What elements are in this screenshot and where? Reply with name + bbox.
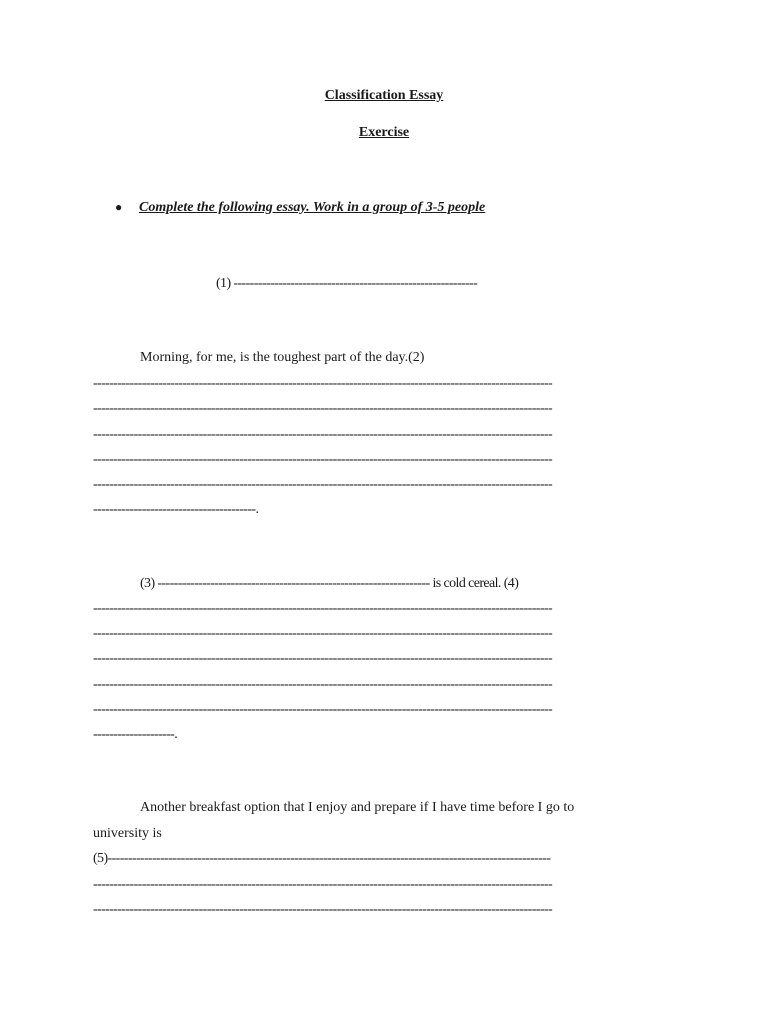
paragraph-2-blank-line: -----------------------------------------------------------------------------------------------------------------: [93, 651, 553, 666]
paragraph-2-blank-line: -----------------------------------------------------------------------------------------------------------------: [93, 702, 553, 717]
paragraph-3-blank-line: -----------------------------------------------------------------------------------------------------------------: [93, 877, 553, 892]
paragraph-1-blank-line: ----------------------------------------.: [93, 502, 259, 517]
paragraph-2-blank-line: -----------------------------------------------------------------------------------------------------------------: [93, 601, 553, 616]
instruction-text: Complete the following essay. Work in a group of 3-5 people: [139, 200, 486, 215]
document-title: Classification Essay: [324, 88, 444, 103]
paragraph-3-continuation: university is: [93, 826, 162, 841]
paragraph-3-blank-line: -----------------------------------------------------------------------------------------------------------------: [93, 902, 553, 917]
bullet-icon: ●: [115, 200, 123, 214]
instruction-item: [115, 200, 485, 216]
paragraph-1-blank-line: -----------------------------------------------------------------------------------------------------------------: [93, 427, 553, 442]
paragraph-2-blank-line: -----------------------------------------------------------------------------------------------------------------: [93, 677, 553, 692]
paragraph-2-intro: (3) ------------------------------------------------------------------- is cold cereal. (4): [140, 576, 519, 591]
paragraph-1-blank-line: -----------------------------------------------------------------------------------------------------------------: [93, 477, 553, 492]
paragraph-1-blank-line: -----------------------------------------------------------------------------------------------------------------: [93, 376, 553, 391]
document-subtitle: Exercise: [358, 125, 410, 140]
paragraph-3-blank-line: (5)-------------------------------------------------------------------------------------------------------------: [93, 851, 551, 866]
paragraph-1-intro: Morning, for me, is the toughest part of the day.(2): [140, 350, 425, 365]
paragraph-3-intro: Another breakfast option that I enjoy and prepare if I have time before I go to: [140, 800, 575, 815]
paragraph-1-blank-line: -----------------------------------------------------------------------------------------------------------------: [93, 401, 553, 416]
paragraph-2-blank-line: --------------------.: [93, 727, 178, 742]
paragraph-1-blank-line: -----------------------------------------------------------------------------------------------------------------: [93, 452, 553, 467]
paragraph-2-blank-line: -----------------------------------------------------------------------------------------------------------------: [93, 626, 553, 641]
essay-title-blank: (1) ------------------------------------------------------------: [216, 276, 478, 291]
